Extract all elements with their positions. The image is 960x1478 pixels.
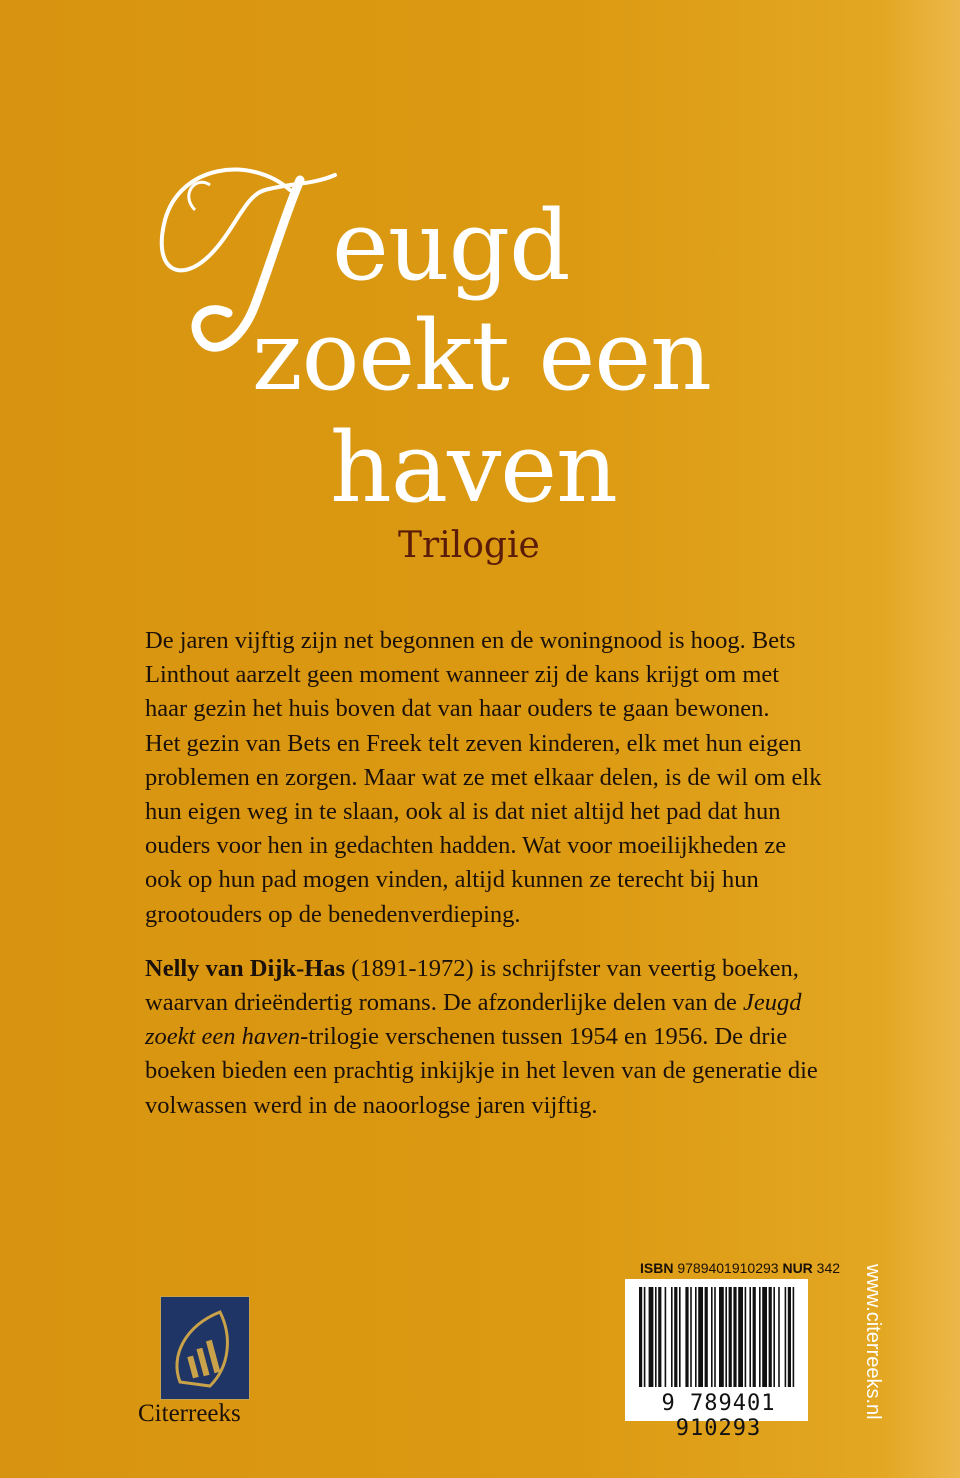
website-text[interactable]: www.citerreeks.nl: [862, 1264, 884, 1420]
barcode-bar: [695, 1287, 697, 1387]
barcode-bar: [749, 1287, 751, 1387]
barcode: [625, 1279, 808, 1441]
isbn-value: 9789401910293: [673, 1260, 783, 1276]
barcode-bar: [644, 1287, 646, 1387]
barcode-bar: [711, 1287, 713, 1387]
blurb-paragraph-1: De jaren vijftig zijn net begonnen en de woningnood is hoog. Bets Linthout aarzelt geen moment wanneer zij de kans krijgt om met haar gezin het huis boven dat van haar ouders te gaan bewonen.: [145, 627, 796, 723]
bio-text-2: -trilogie verschenen tussen 1954 en 1956. De drie boeken bieden een prachtig inkijkje in het leven van de generatie die volwassen werd in de naoorlogse jaren vijftig.: [145, 1023, 818, 1119]
barcode-bar: [788, 1287, 791, 1387]
barcode-bar: [762, 1287, 767, 1387]
barcode-bar: [698, 1287, 703, 1387]
barcode-bar: [769, 1287, 772, 1387]
barcode-bar: [639, 1287, 642, 1387]
website-url[interactable]: [860, 1264, 890, 1434]
blurb: [145, 624, 825, 1123]
barcode-bar: [759, 1287, 761, 1387]
barcode-bar: [793, 1287, 795, 1387]
title-line-2: zoekt een: [252, 300, 711, 412]
barcode-bar: [778, 1287, 780, 1387]
barcode-bar: [745, 1287, 747, 1387]
nur-label: NUR: [782, 1260, 813, 1276]
barcode-bar: [785, 1287, 787, 1387]
title-line-1: eugd: [332, 190, 570, 302]
barcode-bar: [753, 1287, 756, 1387]
nur-value: 342: [812, 1260, 841, 1276]
bio-text-1: (1891-1972) is schrijfster van veertig boeken, waarvan drieëndertig romans. De afzonderlijke delen van de: [145, 954, 799, 1017]
isbn-line: [640, 1260, 840, 1276]
barcode-bar: [714, 1287, 716, 1387]
isbn-label: ISBN: [640, 1260, 674, 1276]
author-name: Nelly van Dijk-Has: [145, 954, 346, 982]
barcode-bar: [649, 1287, 654, 1387]
barcode-bar: [658, 1287, 661, 1387]
bio-book-title: Jeugd zoekt een haven: [145, 989, 802, 1051]
barcode-bar: [729, 1287, 732, 1387]
subtitle: Trilogie: [398, 525, 540, 566]
barcode-bar: [738, 1287, 743, 1387]
barcode-bar: [705, 1287, 708, 1387]
citerreeks-logo: [160, 1296, 250, 1400]
barcode-bar: [674, 1287, 677, 1387]
barcode-bar: [725, 1287, 727, 1387]
barcode-bar: [655, 1287, 657, 1387]
barcode-bar: [773, 1287, 775, 1387]
barcode-bar: [665, 1287, 667, 1387]
barcode-bar: [671, 1287, 673, 1387]
blurb-paragraph-2: Het gezin van Bets en Freek telt zeven kinderen, elk met hun eigen problemen en zorgen. Maar wat ze met elkaar delen, is de wil om elk hun eigen weg in te slaan, ook al is dat niet altijd het pad dat hun ouders voor hen in gedachten hadden. Wat voor moeilijkheden ze ook op hun pad mogen vinden, altijd kunnen ze terecht bij hun grootouders op de benedenverdieping.: [145, 729, 822, 928]
barcode-bar: [685, 1287, 688, 1387]
title-line-3: haven: [330, 412, 617, 524]
barcode-digits: 9 789401 910293: [661, 1391, 776, 1441]
barcode-bar: [679, 1287, 681, 1387]
barcode-bar: [733, 1287, 736, 1387]
author-bio: [145, 952, 825, 1123]
barcode-bar: [719, 1287, 724, 1387]
publisher-name: Citerreeks: [138, 1400, 241, 1427]
barcode-bar: [690, 1287, 692, 1387]
